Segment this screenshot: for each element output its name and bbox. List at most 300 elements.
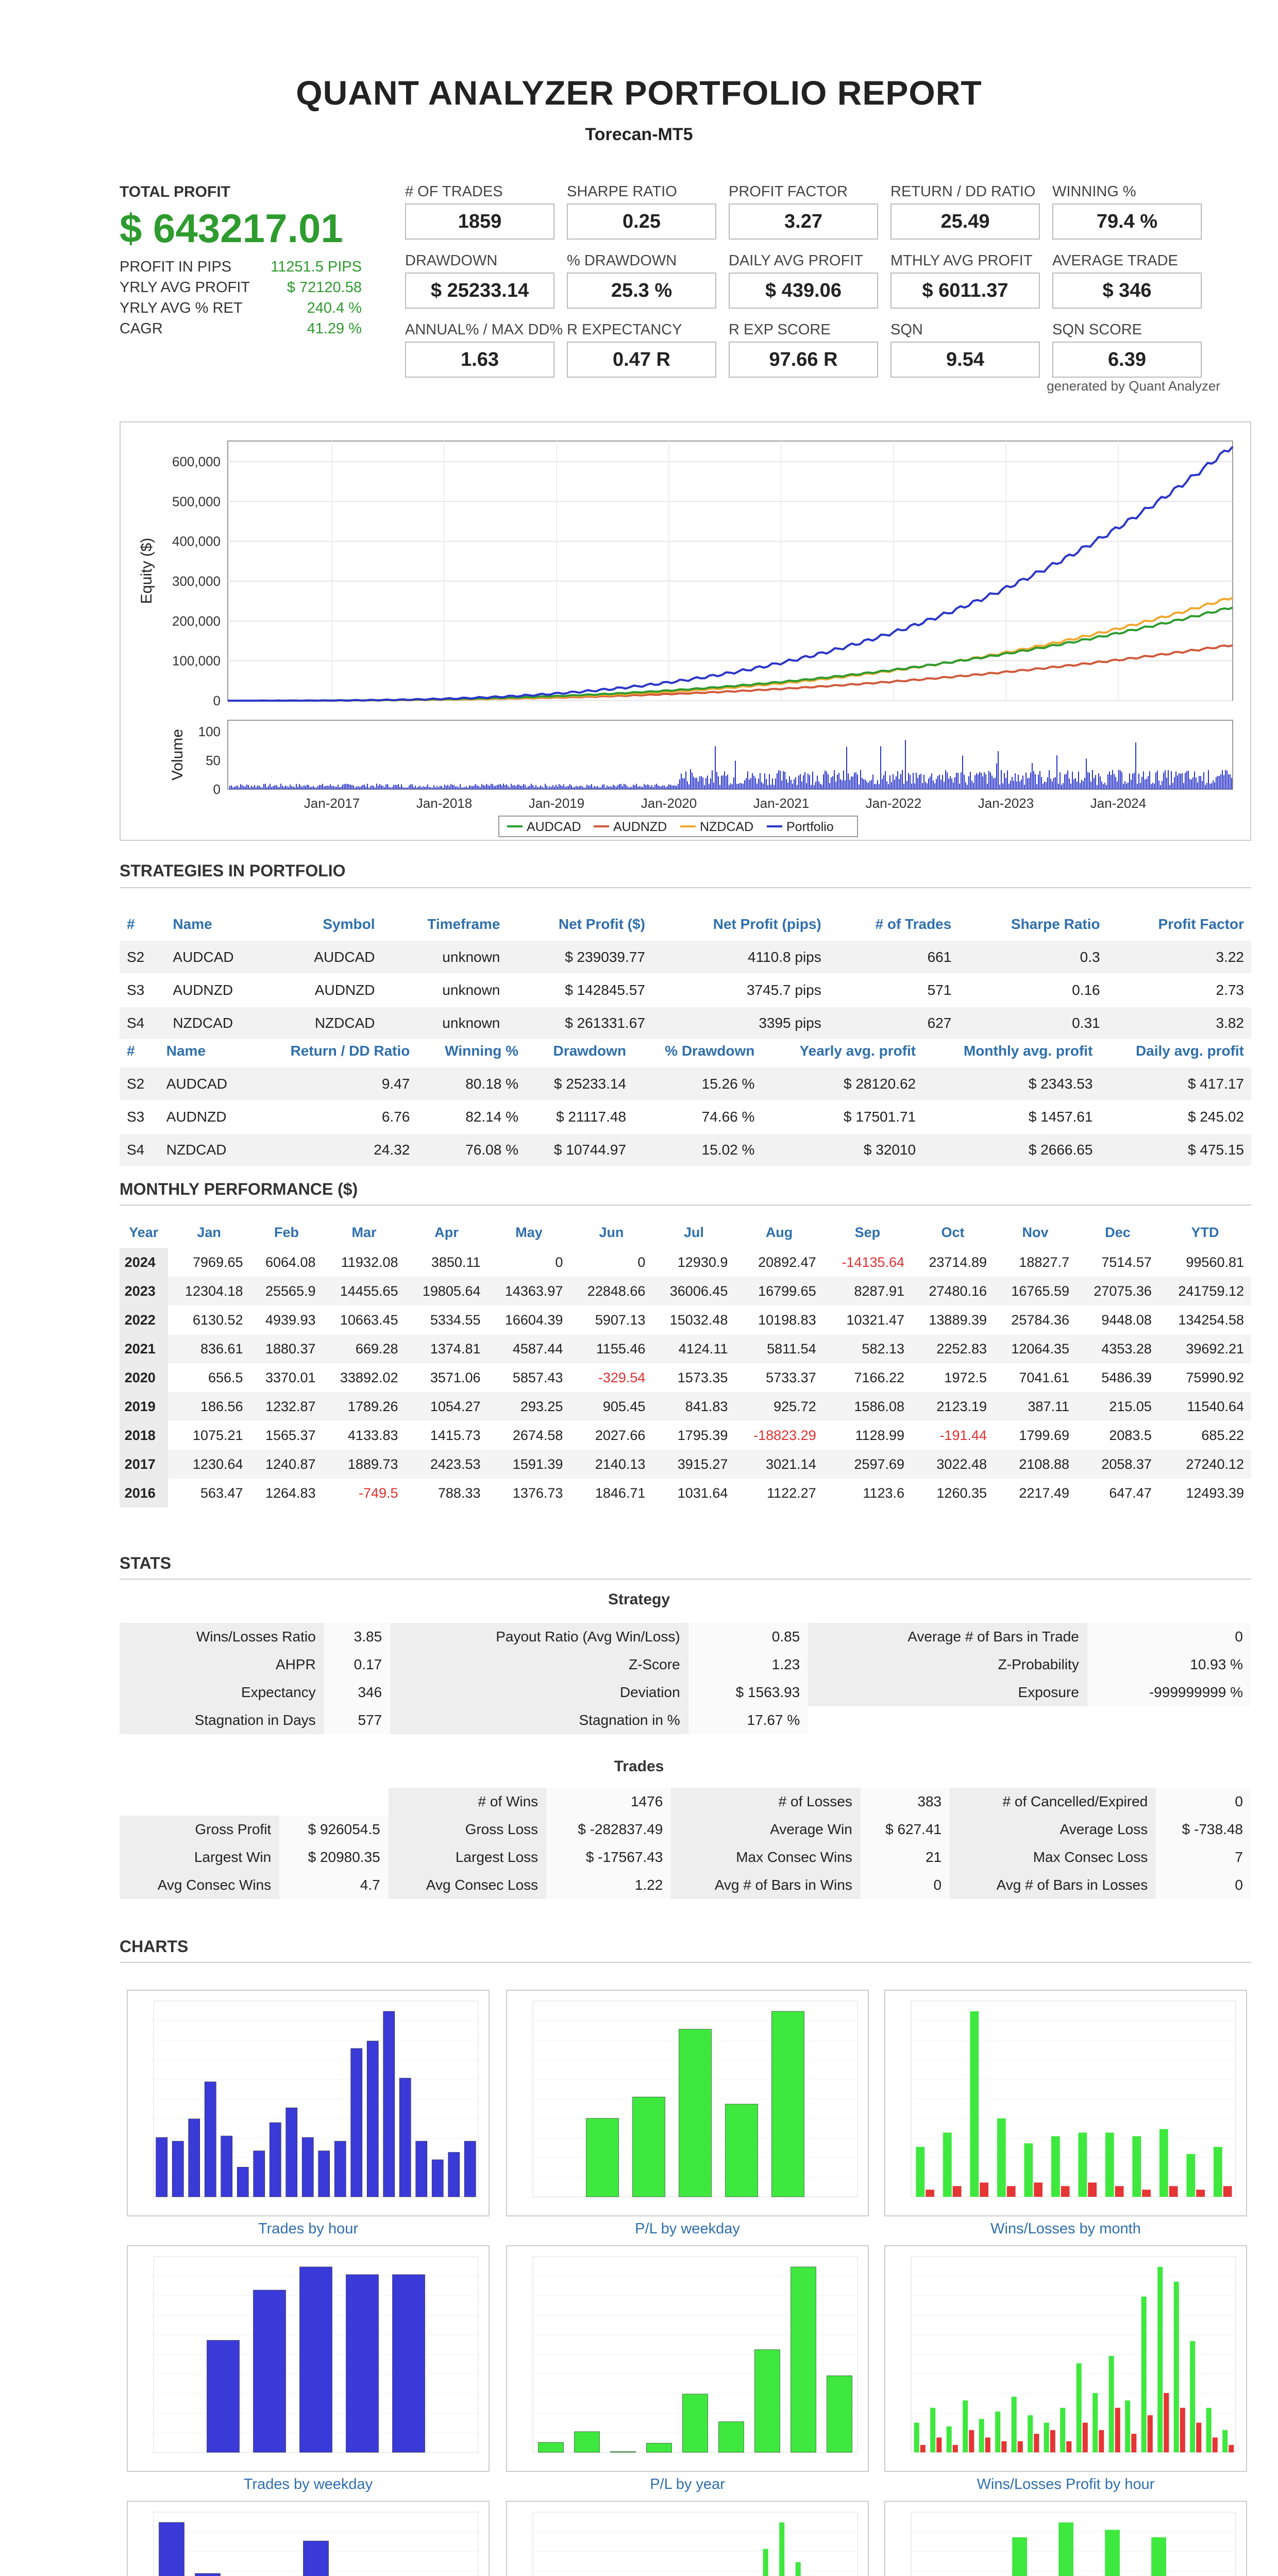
stats-row	[120, 1816, 1251, 1843]
column-header: Monthly avg. profit	[963, 1043, 1093, 1059]
report-title: QUANT ANALYZER PORTFOLIO REPORT	[296, 74, 982, 112]
chart-caption: Trades by hour	[258, 2221, 358, 2237]
loss-bar	[1115, 2186, 1124, 2197]
bar	[448, 2153, 460, 2197]
month-cell: 3370.01	[265, 1369, 316, 1385]
table-cell: $ 475.15	[1100, 1133, 1251, 1166]
table-row	[120, 1479, 1251, 1507]
month-cell: 1972.5	[944, 1369, 987, 1385]
chart-caption: Wins/Losses by month	[990, 2221, 1141, 2237]
month-cell: 241759.12	[1159, 1277, 1251, 1306]
stat-label: # of Losses	[671, 1788, 861, 1816]
table-cell: 627	[829, 1007, 959, 1040]
month-cell: 647.47	[1109, 1485, 1152, 1501]
stat-label: # of Cancelled/Expired	[950, 1788, 1156, 1816]
loss-bar	[1061, 2186, 1070, 2197]
month-cell: 1230.64	[168, 1450, 250, 1479]
kpi-label: SQN	[890, 321, 923, 338]
bar	[586, 2119, 619, 2197]
bar	[207, 2341, 240, 2453]
table-cell: AUDNZD	[274, 974, 382, 1007]
month-cell: 1374.81	[406, 1334, 488, 1363]
stats-row	[120, 1788, 1251, 1816]
x-tick-label: Jan-2017	[304, 795, 360, 811]
column-header: Oct	[941, 1224, 965, 1240]
stat-label: Avg Consec Loss	[389, 1871, 546, 1899]
win-bar	[1190, 2341, 1195, 2452]
stat-value: $ 1563.93	[688, 1679, 809, 1706]
bar	[300, 2267, 332, 2452]
stat-label: Wins/Losses Ratio	[120, 1623, 324, 1651]
loss-bar	[1050, 2430, 1055, 2452]
column-header: Net Profit ($)	[558, 916, 645, 932]
table-cell: AUDCAD	[159, 1067, 252, 1100]
month-cell: 9448.08	[1101, 1312, 1152, 1328]
table-cell: unknown	[382, 1007, 508, 1040]
table-cell: 3395 pips	[652, 1007, 829, 1040]
bar	[393, 2275, 425, 2452]
month-cell: 2108.88	[994, 1450, 1077, 1479]
month-cell: 0	[637, 1254, 646, 1270]
kpi-card	[405, 183, 554, 240]
bar	[719, 2421, 744, 2452]
legend-label: NZDCAD	[700, 820, 754, 834]
stat-value: $ 627.41	[861, 1816, 950, 1843]
loss-bar	[1131, 2434, 1136, 2452]
month-cell: 16604.39	[505, 1312, 563, 1328]
month-cell: 20892.47	[758, 1254, 816, 1270]
month-cell: 3915.27	[652, 1450, 735, 1479]
table-cell: 0.3	[959, 941, 1107, 974]
chart-caption: P/L by year	[650, 2476, 725, 2493]
table-cell: 3745.7 pips	[652, 974, 829, 1007]
stats-row	[120, 1679, 1251, 1706]
month-cell: 7166.22	[854, 1369, 905, 1385]
month-cell: 215.05	[1077, 1392, 1159, 1421]
kpi-card	[567, 252, 716, 309]
stat-value: $ 20980.35	[279, 1843, 389, 1871]
stat-label	[808, 1706, 1087, 1734]
table-header	[120, 1217, 1251, 1248]
loss-bar	[969, 2430, 974, 2452]
win-bar	[997, 2119, 1006, 2197]
month-cell: 1565.37	[265, 1427, 316, 1443]
month-cell: 1031.64	[677, 1485, 728, 1501]
win-bar	[930, 2408, 935, 2452]
stats-row	[120, 1623, 1251, 1651]
month-cell: -191.44	[939, 1427, 987, 1443]
win-bar	[947, 2427, 952, 2452]
kpi-value: 3.27	[729, 204, 878, 240]
kpi-card	[729, 252, 878, 309]
month-cell: 1415.73	[430, 1427, 481, 1443]
column-header: Winning %	[445, 1043, 518, 1059]
kpi-card	[405, 321, 563, 378]
kpi-label: WINNING %	[1052, 183, 1136, 200]
loss-bar	[953, 2186, 962, 2197]
volume-frame	[228, 720, 1233, 789]
divider	[120, 887, 1251, 888]
table-cell: S2	[120, 1067, 159, 1100]
month-cell: 6130.52	[192, 1312, 243, 1328]
legend	[499, 816, 857, 837]
column-header: #	[127, 916, 135, 932]
win-bar	[1058, 2522, 1073, 2576]
monthly-table	[120, 1217, 1251, 1507]
kpi-card	[890, 183, 1040, 240]
kpi-card	[890, 252, 1040, 309]
table-row	[120, 1450, 1251, 1479]
month-cell: 1155.46	[570, 1334, 652, 1363]
month-cell: 1880.37	[250, 1334, 323, 1363]
month-cell: 841.83	[652, 1392, 735, 1421]
stat-value: 1.22	[546, 1871, 671, 1899]
mini-chart	[127, 2501, 490, 2576]
total-profit-label: TOTAL PROFIT	[120, 183, 230, 200]
month-cell: 6064.08	[265, 1254, 316, 1270]
mini-chart-svg	[507, 1991, 868, 2215]
kpi-card	[405, 252, 554, 309]
column-header: Jun	[599, 1224, 624, 1240]
month-cell: 4124.11	[652, 1334, 735, 1363]
month-cell: 1573.35	[677, 1369, 728, 1385]
mini-chart	[506, 2245, 869, 2472]
win-bar	[1125, 2400, 1130, 2452]
bar	[647, 2443, 672, 2452]
win-bar	[970, 2011, 979, 2197]
loss-bar	[1018, 2441, 1023, 2452]
table-cell: 82.14 %	[417, 1100, 526, 1133]
chart-caption: Wins/Losses Profit by hour	[977, 2476, 1155, 2493]
bar	[679, 2029, 712, 2197]
win-bar	[1214, 2147, 1222, 2197]
stat-value: 383	[861, 1788, 950, 1816]
profit-row-label: YRLY AVG % RET	[120, 300, 243, 316]
table-cell: 15.02 %	[633, 1133, 762, 1166]
month-cell: 925.72	[735, 1392, 823, 1421]
table-row	[120, 941, 1251, 974]
bar	[156, 2138, 167, 2197]
legend-label: Portfolio	[786, 820, 834, 834]
column-header: Aug	[765, 1224, 793, 1240]
win-bar	[1105, 2132, 1114, 2197]
stat-value: $ 926054.5	[279, 1816, 389, 1843]
month-cell: 12064.35	[994, 1334, 1077, 1363]
strategy-stats-title: Strategy	[608, 1591, 670, 1608]
month-cell: 2083.5	[1109, 1427, 1152, 1443]
profit-row	[120, 320, 362, 337]
month-cell: 1789.26	[323, 1392, 406, 1421]
stat-label: Avg Consec Wins	[120, 1871, 279, 1899]
mini-chart	[506, 1990, 869, 2216]
kpi-label: PROFIT FACTOR	[729, 183, 848, 200]
month-cell: -749.5	[358, 1485, 398, 1501]
kpi-value: $ 439.06	[729, 273, 878, 309]
kpi-card	[1052, 183, 1202, 240]
stat-label: Gross Profit	[120, 1816, 279, 1843]
x-tick-label: Jan-2024	[1090, 795, 1147, 811]
profit-row-value: 41.29 %	[307, 320, 362, 337]
kpi-label: DAILY AVG PROFIT	[729, 252, 864, 269]
kpi-value: 0.25	[567, 204, 716, 240]
month-cell: -14135.64	[842, 1254, 905, 1270]
column-header: Name	[166, 1043, 206, 1059]
strategies-table-2	[120, 1035, 1251, 1167]
bar	[827, 2376, 852, 2452]
month-cell: 0	[555, 1254, 563, 1270]
table-cell: AUDCAD	[165, 941, 274, 974]
table-row	[120, 1334, 1251, 1363]
kpi-label: AVERAGE TRADE	[1052, 252, 1178, 269]
loss-bar	[1034, 2434, 1039, 2452]
loss-bar	[1213, 2437, 1218, 2452]
month-cell: 27480.16	[912, 1277, 994, 1306]
column-header: Profit Factor	[1158, 916, 1244, 932]
stat-value	[1087, 1706, 1251, 1734]
kpi-value: $ 346	[1052, 273, 1202, 309]
kpi-value: 25.49	[890, 204, 1040, 240]
table-cell: S3	[120, 974, 165, 1007]
month-cell: 1264.83	[265, 1485, 316, 1501]
kpi-value: 79.4 %	[1052, 204, 1202, 240]
volume-tick-label: 50	[206, 753, 221, 768]
bar	[172, 2141, 183, 2197]
column-header: Symbol	[323, 916, 375, 932]
month-cell: 11932.08	[341, 1254, 398, 1270]
month-cell: 3022.48	[912, 1450, 994, 1479]
kpi-value: 25.3 %	[567, 273, 716, 309]
kpi-label: ANNUAL% / MAX DD%	[405, 321, 563, 338]
column-header: #	[127, 1043, 135, 1059]
year-cell: 2020	[120, 1363, 168, 1392]
profit-row-label: PROFIT IN PIPS	[120, 259, 232, 275]
loss-bar	[1196, 2190, 1205, 2197]
stat-value: 577	[324, 1706, 390, 1734]
table-cell: 4110.8 pips	[652, 941, 829, 974]
bar	[772, 2011, 804, 2197]
year-cell: 2019	[120, 1392, 168, 1421]
mini-chart	[884, 2245, 1247, 2472]
table-row	[120, 1306, 1251, 1334]
table-cell: $ 245.02	[1100, 1100, 1251, 1133]
monthly-title: MONTHLY PERFORMANCE ($)	[120, 1180, 358, 1198]
table-cell: $ 2666.65	[923, 1133, 1100, 1166]
bar	[254, 2151, 265, 2197]
win-bar	[1206, 2408, 1212, 2452]
loss-bar	[1083, 2422, 1088, 2452]
month-cell: 25565.9	[250, 1277, 323, 1306]
bar	[367, 2041, 378, 2197]
month-cell: 1260.35	[936, 1485, 987, 1501]
stat-value: 0	[1156, 1788, 1251, 1816]
stat-value: 10.93 %	[1087, 1651, 1251, 1679]
profit-row	[120, 279, 362, 296]
stat-label: Avg # of Bars in Losses	[950, 1871, 1156, 1899]
month-cell: 1846.71	[595, 1485, 646, 1501]
month-cell: 4133.83	[347, 1427, 398, 1443]
table-cell: 3.82	[1107, 1007, 1251, 1040]
month-cell: 656.5	[208, 1369, 243, 1385]
win-bar	[1028, 2415, 1033, 2452]
loss-bar	[920, 2445, 926, 2452]
table-cell: $ 2343.53	[923, 1067, 1100, 1100]
mini-chart	[884, 2501, 1247, 2576]
table-cell: $ 32010	[762, 1133, 923, 1166]
stat-value: 1.23	[688, 1651, 809, 1679]
column-header: Year	[129, 1224, 159, 1240]
month-cell: -18823.29	[753, 1427, 816, 1443]
stat-value: 0.85	[688, 1623, 809, 1651]
divider	[120, 1205, 1251, 1206]
strategy-stats-table	[120, 1623, 1251, 1734]
stat-label: Gross Loss	[389, 1816, 546, 1843]
column-header: Jan	[197, 1224, 221, 1240]
generated-by: generated by Quant Analyzer	[1047, 378, 1220, 394]
loss-bar	[1180, 2408, 1185, 2452]
win-bar	[1024, 2143, 1033, 2197]
y-tick-label: 500,000	[172, 494, 221, 510]
loss-bar	[1007, 2186, 1016, 2197]
table-cell: NZDCAD	[159, 1133, 252, 1166]
divider	[120, 1579, 1251, 1580]
bar	[304, 2541, 329, 2576]
x-tick-label: Jan-2023	[978, 795, 1034, 811]
kpi-label: SQN SCORE	[1052, 321, 1142, 338]
table-cell: NZDCAD	[165, 1007, 274, 1040]
loss-bar	[1099, 2430, 1104, 2452]
month-cell: 25784.36	[1011, 1312, 1069, 1328]
stat-label: Expectancy	[120, 1679, 324, 1706]
y-tick-label: 600,000	[172, 454, 221, 469]
win-bar	[916, 2147, 924, 2197]
stats-row	[120, 1871, 1251, 1899]
column-header: Sharpe Ratio	[1011, 916, 1100, 932]
legend-label: AUDNZD	[613, 820, 667, 834]
bar	[286, 2108, 297, 2197]
month-cell: 2423.53	[406, 1450, 488, 1479]
charts-title: CHARTS	[120, 1937, 189, 1956]
win-bar	[1051, 2136, 1060, 2197]
table-cell: $ 28120.62	[762, 1067, 923, 1100]
month-cell: 2140.13	[570, 1450, 652, 1479]
table-row	[120, 1133, 1251, 1166]
month-cell: 5334.55	[430, 1312, 481, 1328]
loss-bar	[936, 2437, 941, 2452]
column-header: Timeframe	[427, 916, 500, 932]
kpi-value: 1.63	[405, 342, 554, 378]
month-cell: 1240.87	[250, 1450, 323, 1479]
win-bar	[1151, 2537, 1166, 2576]
win-bar	[1092, 2393, 1098, 2452]
table-cell: 74.66 %	[633, 1100, 762, 1133]
win-bar	[1186, 2154, 1195, 2197]
x-tick-label: Jan-2019	[528, 795, 585, 811]
bar	[383, 2011, 395, 2197]
bar	[221, 2136, 232, 2197]
profit-row-value: 11251.5 PIPS	[271, 259, 362, 275]
loss-bar	[1001, 2441, 1006, 2452]
year-cell: 2017	[120, 1450, 168, 1479]
column-header: # of Trades	[875, 916, 952, 932]
month-cell: 75990.92	[1186, 1369, 1244, 1385]
y-tick-label: 400,000	[172, 533, 221, 549]
volume-tick-label: 0	[213, 782, 221, 797]
win-bar	[1157, 2267, 1163, 2452]
bar	[270, 2123, 281, 2197]
column-header: Jul	[683, 1224, 704, 1240]
month-cell: 12930.9	[677, 1254, 728, 1270]
month-cell: 3021.14	[735, 1450, 823, 1479]
stat-value: 0	[1156, 1871, 1251, 1899]
month-cell: 7969.65	[192, 1254, 243, 1270]
stat-value: 346	[324, 1679, 390, 1706]
win-bar	[1078, 2132, 1087, 2197]
equity-chart-panel	[120, 421, 1251, 841]
table-cell: $ 417.17	[1100, 1067, 1251, 1100]
stat-value: 0.17	[324, 1651, 390, 1679]
bar	[683, 2394, 708, 2452]
table-cell: AUDNZD	[159, 1100, 252, 1133]
table-cell: $ 10744.97	[526, 1133, 633, 1166]
table-cell: $ 261331.67	[507, 1007, 652, 1040]
table-row	[120, 974, 1251, 1007]
column-header: Name	[173, 916, 212, 932]
kpi-label: SHARPE RATIO	[567, 183, 677, 200]
stat-label: # of Wins	[389, 1788, 546, 1816]
month-cell: 669.28	[323, 1334, 406, 1363]
month-cell: 905.45	[570, 1392, 652, 1421]
month-cell: 134254.58	[1178, 1312, 1244, 1328]
table-row	[120, 1421, 1251, 1450]
table-cell: AUDNZD	[165, 974, 274, 1007]
volume-axis-label: Volume	[169, 728, 186, 781]
loss-bar	[985, 2437, 990, 2452]
column-header: Daily avg. profit	[1135, 1043, 1244, 1059]
month-cell: 1128.99	[855, 1427, 905, 1443]
stat-label: Largest Loss	[389, 1843, 546, 1871]
month-cell: 23714.89	[929, 1254, 987, 1270]
month-cell: 5857.43	[512, 1369, 563, 1385]
kpi-label: # OF TRADES	[405, 183, 503, 200]
stat-value: 0	[1087, 1623, 1251, 1651]
plot-frame	[228, 441, 1233, 701]
column-header: Drawdown	[553, 1043, 627, 1059]
y-axis-label: Equity ($)	[138, 537, 155, 604]
win-bar	[995, 2412, 1000, 2452]
trades-stats-table	[120, 1788, 1251, 1899]
stat-label: Deviation	[390, 1679, 688, 1706]
chart-caption: Trades by weekday	[243, 2476, 373, 2493]
table-cell: 9.47	[252, 1067, 417, 1100]
legend-label: AUDCAD	[527, 820, 581, 834]
month-cell: 1799.69	[1019, 1427, 1069, 1443]
month-cell: 3850.11	[431, 1254, 481, 1270]
kpi-value: 0.47 R	[567, 342, 716, 378]
year-cell: 2022	[120, 1306, 168, 1334]
mini-chart-svg	[885, 2246, 1246, 2471]
table-cell: 76.08 %	[417, 1133, 526, 1166]
stat-label: Largest Win	[120, 1843, 279, 1871]
stat-value: 21	[861, 1843, 950, 1871]
table-row	[120, 1363, 1251, 1392]
kpi-card	[1052, 252, 1202, 309]
month-cell: 15032.48	[669, 1312, 728, 1328]
strategies-title: STRATEGIES IN PORTFOLIO	[120, 861, 346, 880]
bar	[399, 2078, 411, 2197]
kpi-card	[729, 183, 878, 240]
kpi-label: DRAWDOWN	[405, 252, 498, 269]
month-cell: 1054.27	[406, 1392, 488, 1421]
